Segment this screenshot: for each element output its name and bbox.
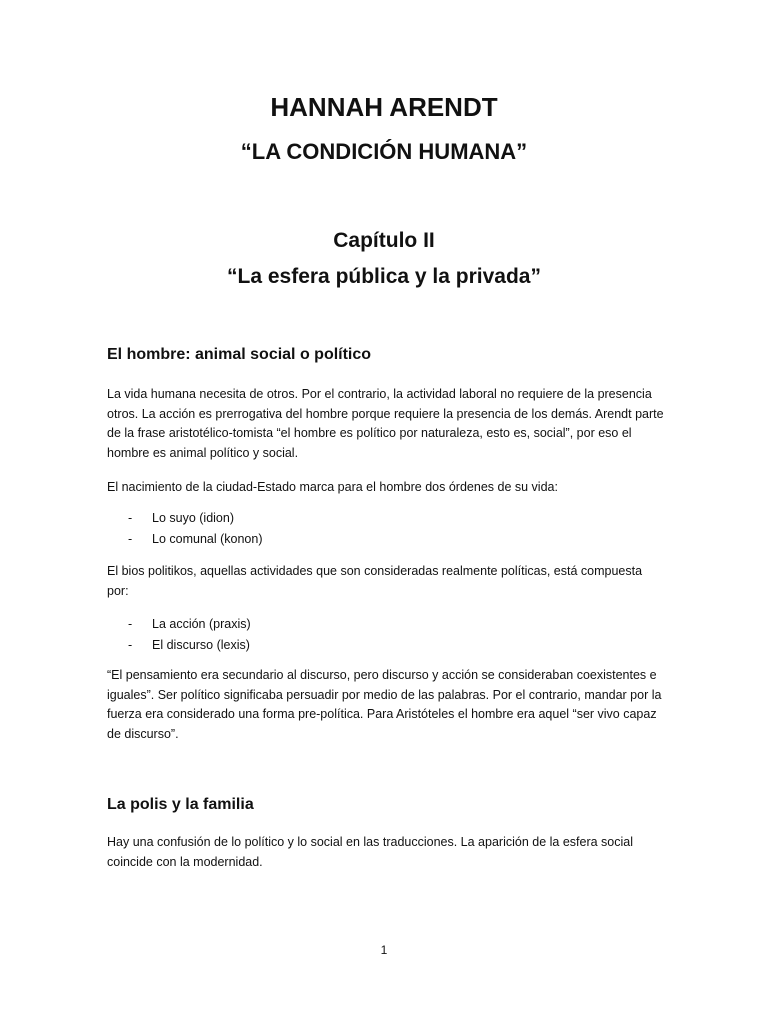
list-dash: - — [128, 511, 133, 525]
document-subtitle: “LA CONDICIÓN HUMANA” — [240, 139, 528, 164]
list-item-label: La acción (praxis) — [152, 617, 251, 631]
list-ordenes — [107, 508, 262, 550]
paragraph-vida-humana: La vida humana necesita de otros. Por el contrario, la actividad laboral no requiere de la presencia otros. La acción es prerrogativa del hombre porque requiere la presencia de los demás. Arendt parte de la frase aristotélico-tomista “el hombre es político por naturaleza, esto es, social”, por eso el hombre es animal político y social. — [107, 387, 664, 460]
list-dash: - — [128, 532, 133, 546]
list-item — [107, 614, 251, 635]
page-number: 1 — [380, 943, 388, 957]
paragraph-bios-politikos: El bios politikos, aquellas actividades que son consideradas realmente políticas, está compuesta por: — [107, 564, 643, 598]
section-heading-polis: La polis y la familia — [107, 796, 254, 813]
list-item-label: Lo comunal (konon) — [152, 532, 263, 546]
paragraph-confusion: Hay una confusión de lo político y lo social en las traducciones. La aparición de la esfera social coincide con la modernidad. — [107, 835, 634, 869]
document-title: HANNAH ARENDT — [270, 92, 498, 122]
list-item — [107, 635, 251, 656]
section-heading-hombre: El hombre: animal social o político — [107, 346, 372, 363]
list-item-label: Lo suyo (idion) — [152, 511, 234, 525]
list-item — [107, 508, 262, 529]
chapter-title: Capítulo II — [333, 229, 435, 252]
list-dash: - — [128, 617, 133, 631]
list-item-label: El discurso (lexis) — [152, 638, 250, 652]
list-item — [107, 529, 262, 550]
list-dash: - — [128, 638, 133, 652]
list-bios-politikos — [107, 614, 251, 656]
paragraph-ciudad-estado: El nacimiento de la ciudad-Estado marca para el hombre dos órdenes de su vida: — [107, 480, 558, 494]
chapter-subtitle: “La esfera pública y la privada” — [227, 265, 541, 288]
paragraph-pensamiento: “El pensamiento era secundario al discurso, pero discurso y acción se consideraban coexistentes e iguales”. Ser político significaba persuadir por medio de las palabras. Por el contrario, mandar por la fuerza era considerado una forma pre-política. Para Aristóteles el hombre era aquel “ser vivo capaz de discurso”. — [107, 668, 662, 741]
